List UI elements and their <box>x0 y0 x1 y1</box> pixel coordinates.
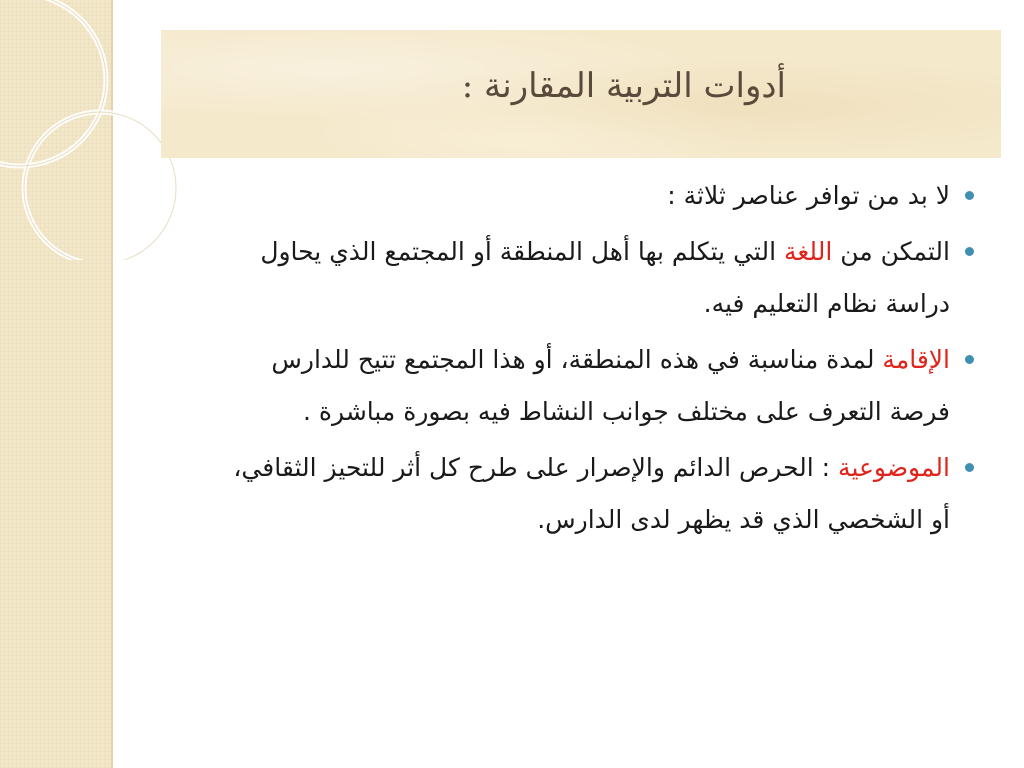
slide-title: أدوات التربية المقارنة : <box>461 66 786 106</box>
bullet-icon <box>965 191 974 200</box>
highlighted-term: اللغة <box>783 237 833 266</box>
bullet-text: لا بد من توافر عناصر ثلاثة : <box>667 181 950 210</box>
decorative-circle-large <box>0 0 106 166</box>
bullet-text-after: : الحرص الدائم والإصرار على طرح كل أثر للتحيز الثقافي، أو الشخصي الذي قد يظهر لدى الدارس. <box>233 453 950 534</box>
bullet-icon <box>965 247 974 256</box>
highlighted-term: الموضوعية <box>838 453 950 482</box>
bullet-item <box>214 170 974 222</box>
bullet-list <box>214 170 974 550</box>
bullet-text-before: التمكن من <box>832 237 950 266</box>
bullet-item <box>214 442 974 546</box>
bullet-item <box>214 334 974 438</box>
highlighted-term: الإقامة <box>882 345 950 374</box>
bullet-icon <box>965 463 974 472</box>
bullet-text-after: لمدة مناسبة في هذه المنطقة، أو هذا المجتمع تتيح للدارس فرصة التعرف على مختلف جوانب النشاط فيه بصورة مباشرة . <box>271 345 950 426</box>
bullet-text-after: التي يتكلم بها أهل المنطقة أو المجتمع الذي يحاول دراسة نظام التعليم فيه. <box>260 237 950 318</box>
bullet-item <box>214 226 974 330</box>
bullet-icon <box>965 355 974 364</box>
